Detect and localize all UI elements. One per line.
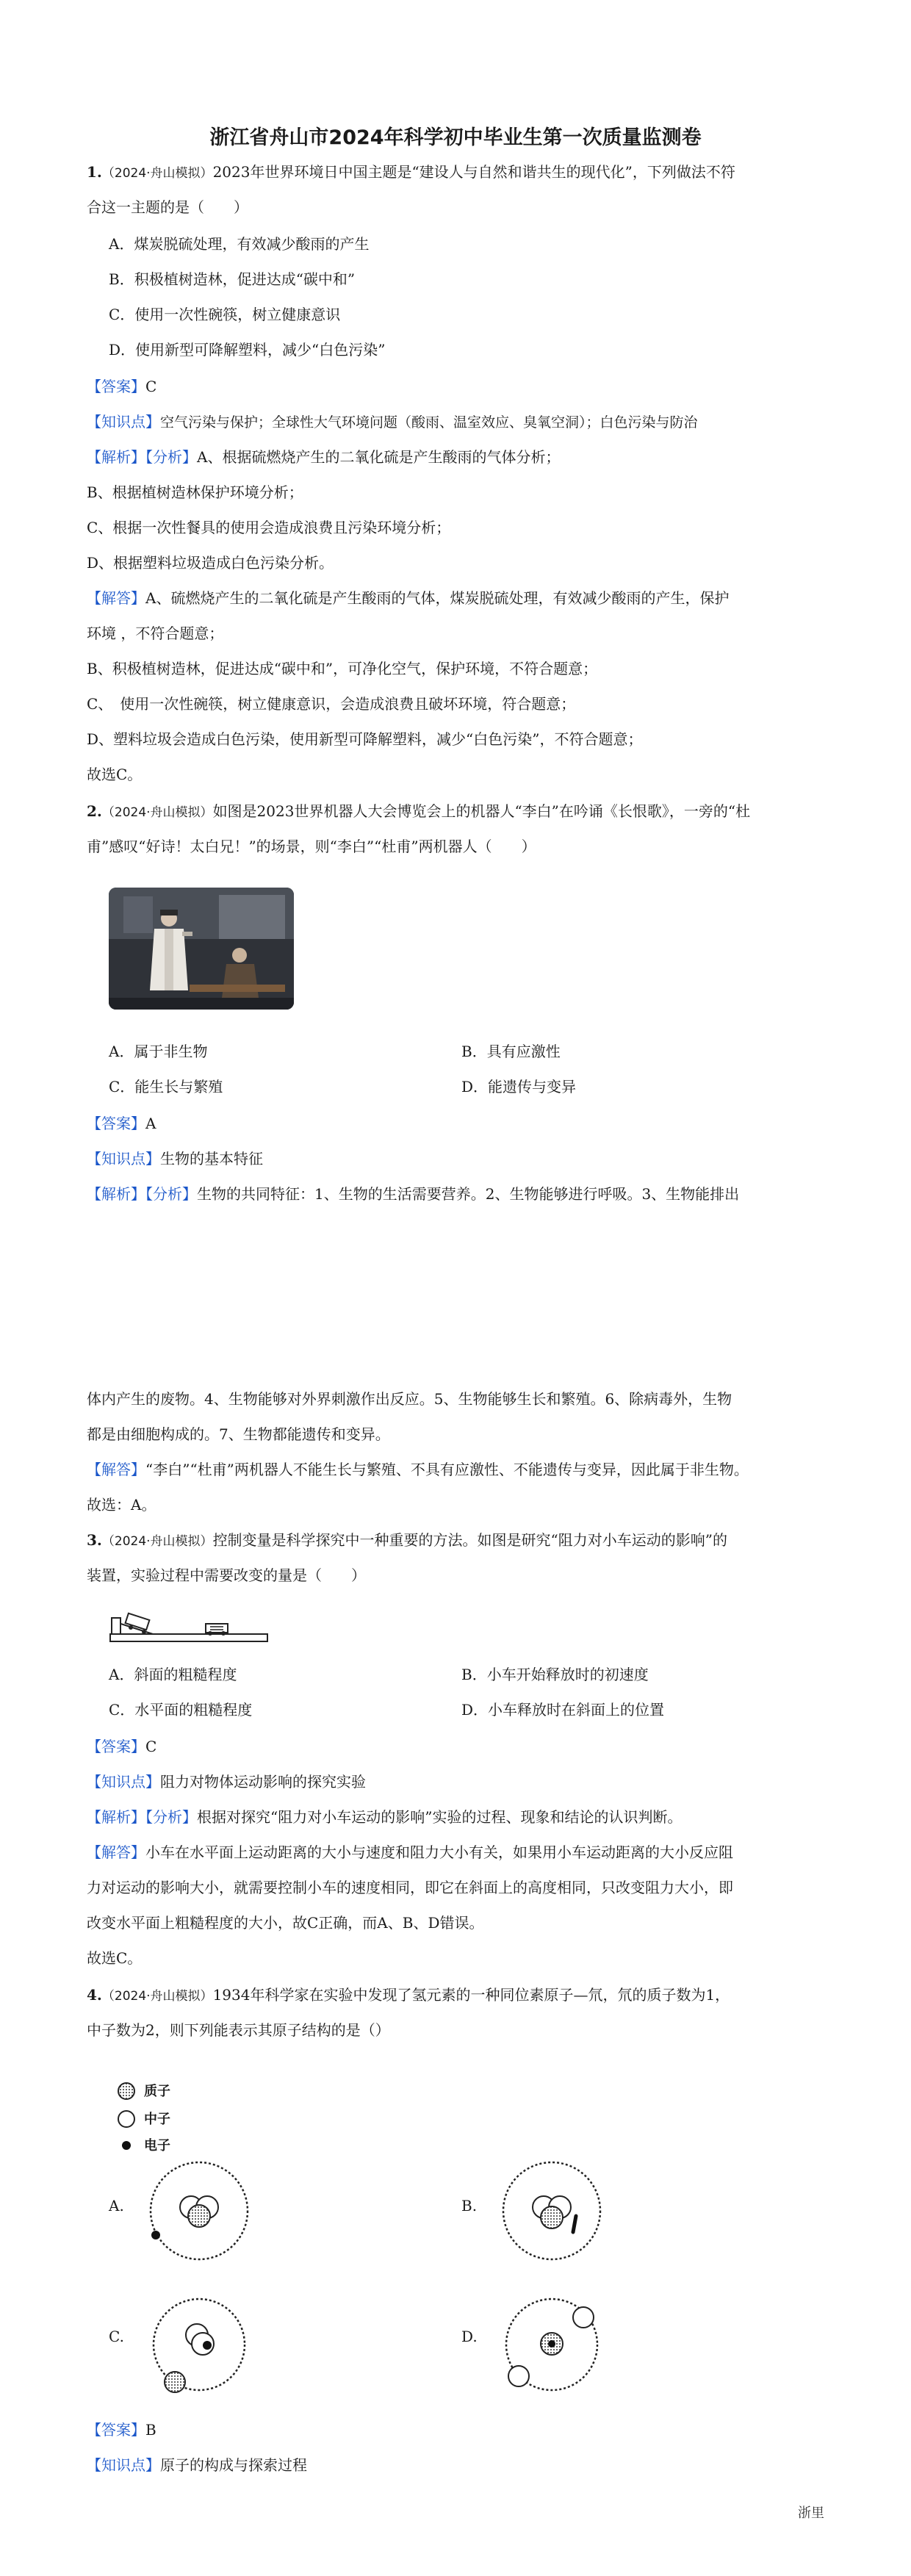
atom-c-diagram xyxy=(144,2289,254,2400)
analysis-tag: 【分析】 xyxy=(145,1808,197,1826)
q1-knowledge xyxy=(87,411,829,433)
q3-knowledge xyxy=(87,1771,829,1793)
q1-source: （2024·舟山模拟） xyxy=(101,166,213,181)
q4-option-b-label: B. xyxy=(461,2197,478,2215)
q1-solve-line5: 故选C。 xyxy=(87,766,143,783)
q3-solve-line3: 故选C。 xyxy=(87,1949,143,1967)
explain-tag: 【解析】 xyxy=(87,448,145,466)
q4-source: （2024·舟山模拟） xyxy=(101,1989,213,2004)
knowledge-tag: 【知识点】 xyxy=(87,1773,160,1791)
q4-knowledge-text: 原子的构成与探索过程 xyxy=(160,2456,307,2474)
q3-option-a: A．斜面的粗糙程度 xyxy=(109,1666,237,1683)
q2-explain xyxy=(87,1183,829,1205)
legend-proton-label: 质子 xyxy=(144,2084,170,2099)
explain-tag: 【解析】 xyxy=(87,1808,145,1826)
legend-electron-label: 电子 xyxy=(144,2138,170,2154)
solve-tag: 【解答】 xyxy=(87,589,145,607)
knowledge-tag: 【知识点】 xyxy=(87,2456,160,2474)
analysis-tag: 【分析】 xyxy=(145,448,197,466)
atom-d-diagram xyxy=(497,2289,607,2400)
q1-stem-text1: 2023年世界环境日中国主题是“建设人与自然和谐共生的现代化”，下列做法不符 xyxy=(212,163,735,181)
q2-analysis-text: 生物的共同特征：1、生物的生活需要营养。2、生物能够进行呼吸。3、生物能排出 xyxy=(197,1185,740,1203)
q1-solve-line2: B、积极植树造林，促进达成“碳中和”，可净化空气，保护环境，不符合题意； xyxy=(87,660,598,677)
q3-solve-text: 小车在水平面上运动距离的大小与速度和阻力大小有关，如果用小车运动距离的大小反应阻 xyxy=(145,1843,733,1861)
q2-analysis-cont2: 都是由细胞构成的。7、生物都能遗传和变异。 xyxy=(87,1425,390,1443)
q1-analysis-c: C、根据一次性餐具的使用会造成浪费且污染环境分析； xyxy=(87,519,451,536)
q2-stem-line1 xyxy=(87,800,829,824)
q3-answer-value: C xyxy=(145,1738,157,1755)
incline-apparatus-figure xyxy=(109,1605,270,1657)
page-footer: 浙里 xyxy=(798,2505,824,2521)
q2-knowledge xyxy=(87,1148,829,1170)
answer-tag: 【答案】 xyxy=(87,1115,145,1132)
electron-legend-icon xyxy=(122,2141,131,2150)
q1-option-b: B．积极植树造林，促进达成“碳中和” xyxy=(109,270,356,288)
q3-option-b: B．小车开始释放时的初速度 xyxy=(461,1666,649,1683)
q1-solve-line1: 环境 ，不符合题意； xyxy=(87,625,224,642)
q4-option-d-label: D. xyxy=(461,2328,478,2345)
answer-tag: 【答案】 xyxy=(87,1738,145,1755)
q3-explain xyxy=(87,1806,829,1828)
q1-number: 1. xyxy=(87,163,102,181)
q4-option-d-atom xyxy=(497,2289,607,2403)
answer-tag: 【答案】 xyxy=(87,378,145,395)
q1-solve xyxy=(87,587,829,609)
q2-solve-end: 故选：A。 xyxy=(87,1496,156,1514)
solve-tag: 【解答】 xyxy=(87,1461,145,1478)
q2-option-b: B．具有应激性 xyxy=(461,1043,561,1060)
q3-option-d: D．小车释放时在斜面上的位置 xyxy=(461,1701,665,1719)
q3-stem-line2: 装置，实验过程中需要改变的量是（ ） xyxy=(87,1566,366,1584)
neutron-legend-icon xyxy=(118,2111,134,2127)
q1-answer xyxy=(87,375,829,397)
robot-photo-image xyxy=(109,888,294,1010)
q4-stem-line1 xyxy=(87,1984,829,2007)
q1-analysis-d: D、根据塑料垃圾造成白色污染分析。 xyxy=(87,554,334,572)
q4-stem-text1: 1934年科学家在实验中发现了氢元素的一种同位素原子—氘，氘的质子数为1， xyxy=(212,1986,730,2004)
q2-source: （2024·舟山模拟） xyxy=(101,805,213,820)
q1-explain xyxy=(87,446,829,468)
q4-option-c-label: C. xyxy=(109,2328,124,2345)
q2-answer-value: A xyxy=(145,1115,156,1132)
q2-option-c: C．能生长与繁殖 xyxy=(109,1078,223,1095)
q3-solve xyxy=(87,1841,829,1863)
q1-solve-line3: C、 使用一次性碗筷，树立健康意识，会造成浪费且破坏环境，符合题意； xyxy=(87,695,576,713)
q3-option-c: C．水平面的粗糙程度 xyxy=(109,1701,253,1719)
q1-stem-line2: 合这一主题的是（ ） xyxy=(87,198,248,216)
q4-option-a-label: A. xyxy=(109,2197,124,2215)
knowledge-tag: 【知识点】 xyxy=(87,1150,160,1168)
q3-solve-line2: 改变水平面上粗糙程度的大小，故C正确，而A、B、D错误。 xyxy=(87,1914,484,1932)
q3-solve-line1: 力对运动的影响大小，就需要控制小车的速度相同，即它在斜面上的高度相同，只改变阻力大小，即 xyxy=(87,1879,733,1896)
q2-stem-line2: 甫”感叹“好诗！太白兄！”的场景，则“李白”“杜甫”两机器人（ ） xyxy=(87,838,536,855)
q1-option-a: A．煤炭脱硫处理，有效减少酸雨的产生 xyxy=(109,235,370,253)
q2-option-a: A．属于非生物 xyxy=(109,1043,208,1060)
legend-neutron-label: 中子 xyxy=(144,2112,170,2127)
particle-legend xyxy=(116,2079,234,2164)
q4-option-b-atom xyxy=(497,2156,607,2270)
q4-option-c-atom xyxy=(144,2289,254,2403)
q3-knowledge-text: 阻力对物体运动影响的探究实验 xyxy=(160,1773,366,1791)
solve-tag: 【解答】 xyxy=(87,1843,145,1861)
q1-analysis-b: B、根据植树造林保护环境分析； xyxy=(87,483,303,501)
q2-stem-text1: 如图是2023世界机器人大会博览会上的机器人“李白”在吟诵《长恨歌》，一旁的“杜 xyxy=(212,802,751,820)
analysis-tag: 【分析】 xyxy=(145,1185,197,1203)
q4-answer-value: B xyxy=(145,2421,156,2439)
q1-knowledge-text: 空气污染与保护；全球性大气环境问题（酸雨、温室效应、臭氧空洞）；白色污染与防治 xyxy=(160,414,698,431)
q1-option-d: D．使用新型可降解塑料，减少“白色污染” xyxy=(109,341,386,359)
q4-stem-line2: 中子数为2，则下列能表示其原子结构的是（） xyxy=(87,2021,390,2039)
q2-answer xyxy=(87,1112,829,1134)
q2-analysis-cont1: 体内产生的废物。4、生物能够对外界刺激作出反应。5、生物能够生长和繁殖。6、除病毒外，生物 xyxy=(87,1390,732,1408)
q3-source: （2024·舟山模拟） xyxy=(101,1534,213,1549)
atom-b-diagram xyxy=(497,2156,607,2266)
page-title: 浙江省舟山市2024年科学初中毕业生第一次质量监测卷 xyxy=(209,126,702,149)
q3-stem-line1 xyxy=(87,1529,829,1553)
q3-stem-text1: 控制变量是科学探究中一种重要的方法。如图是研究“阻力对小车运动的影响”的 xyxy=(212,1531,728,1549)
explain-tag: 【解析】 xyxy=(87,1185,145,1203)
q2-option-d: D．能遗传与变异 xyxy=(461,1078,577,1095)
proton-legend-icon xyxy=(118,2083,134,2099)
incline-apparatus-drawing xyxy=(109,1605,270,1653)
atom-a-diagram xyxy=(144,2156,254,2266)
q2-solve xyxy=(87,1458,829,1481)
q4-knowledge xyxy=(87,2454,829,2476)
q1-option-c: C．使用一次性碗筷，树立健康意识 xyxy=(109,306,341,323)
q1-solve-line4: D、塑料垃圾会造成白色污染，使用新型可降解塑料，减少“白色污染”，不符合题意； xyxy=(87,730,643,748)
q3-number: 3. xyxy=(87,1531,102,1549)
q2-solve-text: “李白”“杜甫”两机器人不能生长与繁殖、不具有应激性、不能遗传与变异，因此属于非生物。 xyxy=(145,1461,749,1478)
robot-photo xyxy=(109,888,294,1010)
particle-legend-icons xyxy=(116,2079,234,2160)
q4-option-a-atom xyxy=(144,2156,254,2270)
q4-number: 4. xyxy=(87,1986,102,2004)
q3-answer xyxy=(87,1735,829,1757)
q1-answer-value: C xyxy=(145,378,157,395)
q1-solve-text: A、硫燃烧产生的二氧化硫是产生酸雨的气体，煤炭脱硫处理，有效减少酸雨的产生，保护 xyxy=(145,589,730,607)
q2-number: 2. xyxy=(87,802,102,820)
q1-stem-line1 xyxy=(87,161,829,184)
answer-tag: 【答案】 xyxy=(87,2421,145,2439)
q2-knowledge-text: 生物的基本特征 xyxy=(160,1150,263,1168)
q1-analysis-text: A、根据硫燃烧产生的二氧化硫是产生酸雨的气体分析； xyxy=(197,448,561,466)
knowledge-tag: 【知识点】 xyxy=(87,413,160,431)
q3-analysis-text: 根据对探究“阻力对小车运动的影响”实验的过程、现象和结论的认识判断。 xyxy=(197,1808,683,1826)
q4-answer xyxy=(87,2419,829,2441)
